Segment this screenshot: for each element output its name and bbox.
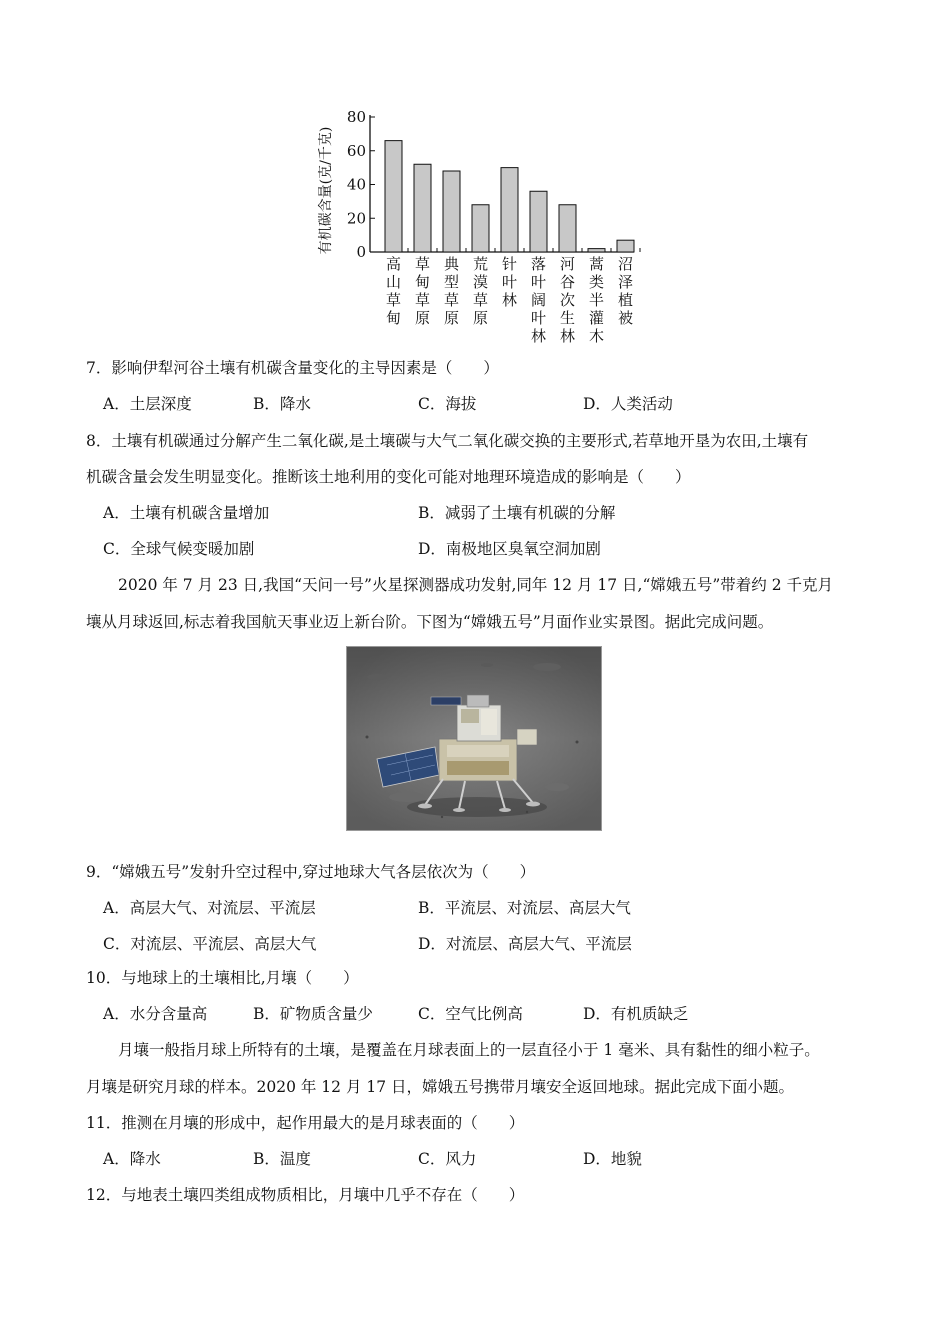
- organic-carbon-bar-chart: [300, 105, 660, 345]
- question-8-option-c[interactable]: C．全球气候变暖加剧: [103, 540, 255, 558]
- category-label: 针叶林: [501, 255, 518, 309]
- bar: [588, 249, 605, 252]
- passage-1-line-2: 壤从月球返回,标志着我国航天事业迈上新台阶。下图为“嫦娥五号”月面作业实景图。据此完成问题。: [86, 613, 774, 631]
- y-tick-label: 40: [346, 175, 366, 194]
- passage-1-line-1: 2020 年 7 月 23 日,我国“天问一号”火星探测器成功发射,同年 12 月 17 日,“嫦娥五号”带着约 2 千克月: [118, 576, 834, 594]
- category-label: 典型草原: [443, 255, 460, 327]
- question-11-option-b[interactable]: B．温度: [253, 1150, 311, 1168]
- bar: [530, 191, 547, 252]
- question-9-option-d[interactable]: D．对流层、高层大气、平流层: [418, 935, 632, 953]
- category-label: 蒿类半灌木: [588, 255, 605, 345]
- bar: [414, 164, 431, 252]
- question-10-option-b[interactable]: B．矿物质含量少: [253, 1005, 373, 1023]
- question-7-option-d[interactable]: D．人类活动: [583, 395, 673, 413]
- question-7-option-a[interactable]: A．土层深度: [103, 395, 192, 413]
- lunar-lander-photo: [346, 646, 602, 831]
- question-7-option-c[interactable]: C．海拔: [418, 395, 477, 413]
- question-7-option-b[interactable]: B．降水: [253, 395, 311, 413]
- bar: [385, 141, 402, 252]
- question-8-option-d[interactable]: D．南极地区臭氧空洞加剧: [418, 540, 601, 558]
- passage-2-line-1: 月壤一般指月球上所特有的土壤，是覆盖在月球表面上的一层直径小于 1 毫米、具有黏性的细小粒子。: [118, 1041, 820, 1059]
- y-axis-title: 有机碳含量(克/千克): [318, 126, 334, 255]
- question-9-option-c[interactable]: C．对流层、平流层、高层大气: [103, 935, 317, 953]
- category-label: 落叶阔叶林: [530, 255, 547, 345]
- category-label: 草甸草原: [414, 255, 431, 327]
- question-8-option-a[interactable]: A．土壤有机碳含量增加: [103, 504, 270, 522]
- category-label: 高山草甸: [385, 255, 402, 327]
- question-9-option-b[interactable]: B．平流层、对流层、高层大气: [418, 899, 631, 917]
- y-tick-label: 20: [346, 209, 366, 228]
- y-tick-label: 60: [346, 141, 366, 160]
- question-11-option-d[interactable]: D．地貌: [583, 1150, 642, 1168]
- bar: [501, 168, 518, 252]
- question-8-stem-line-2: 机碳含量会发生明显变化。推断该土地利用的变化可能对地理环境造成的影响是（ ）: [86, 468, 691, 486]
- bar: [559, 205, 576, 252]
- question-11-option-c[interactable]: C．风力: [418, 1150, 477, 1168]
- bar: [617, 240, 634, 252]
- category-label: 沼泽植被: [617, 255, 634, 327]
- question-12-stem: 12．与地表土壤四类组成物质相比，月壤中几乎不存在（ ）: [86, 1186, 525, 1204]
- question-10-stem: 10．与地球上的土壤相比,月壤（ ）: [86, 969, 359, 987]
- y-tick-label: 0: [356, 243, 366, 261]
- question-11-stem: 11．推测在月壤的形成中，起作用最大的是月球表面的（ ）: [86, 1114, 525, 1132]
- question-9-stem: 9．“嫦娥五号”发射升空过程中,穿过地球大气各层依次为（ ）: [86, 863, 536, 881]
- passage-2-line-2: 月壤是研究月球的样本。2020 年 12 月 17 日，嫦娥五号携带月壤安全返回地球。据此完成下面小题。: [86, 1078, 795, 1096]
- question-9-option-a[interactable]: A．高层大气、对流层、平流层: [103, 899, 316, 917]
- question-11-option-a[interactable]: A．降水: [103, 1150, 161, 1168]
- bar: [472, 205, 489, 252]
- question-10-option-a[interactable]: A．水分含量高: [103, 1005, 208, 1023]
- y-tick-label: 80: [346, 108, 366, 126]
- category-label: 河谷次生林: [559, 255, 576, 345]
- question-10-option-c[interactable]: C．空气比例高: [418, 1005, 523, 1023]
- category-label: 荒漠草原: [472, 255, 489, 327]
- bar: [443, 171, 460, 252]
- question-8-stem-line-1: 8．土壤有机碳通过分解产生二氧化碳,是土壤碳与大气二氧化碳交换的主要形式,若草地开垦为农田,土壤有: [86, 432, 809, 450]
- question-7-stem: 7．影响伊犁河谷土壤有机碳含量变化的主导因素是（ ）: [86, 359, 499, 377]
- question-8-option-b[interactable]: B．减弱了土壤有机碳的分解: [418, 504, 616, 522]
- question-10-option-d[interactable]: D．有机质缺乏: [583, 1005, 689, 1023]
